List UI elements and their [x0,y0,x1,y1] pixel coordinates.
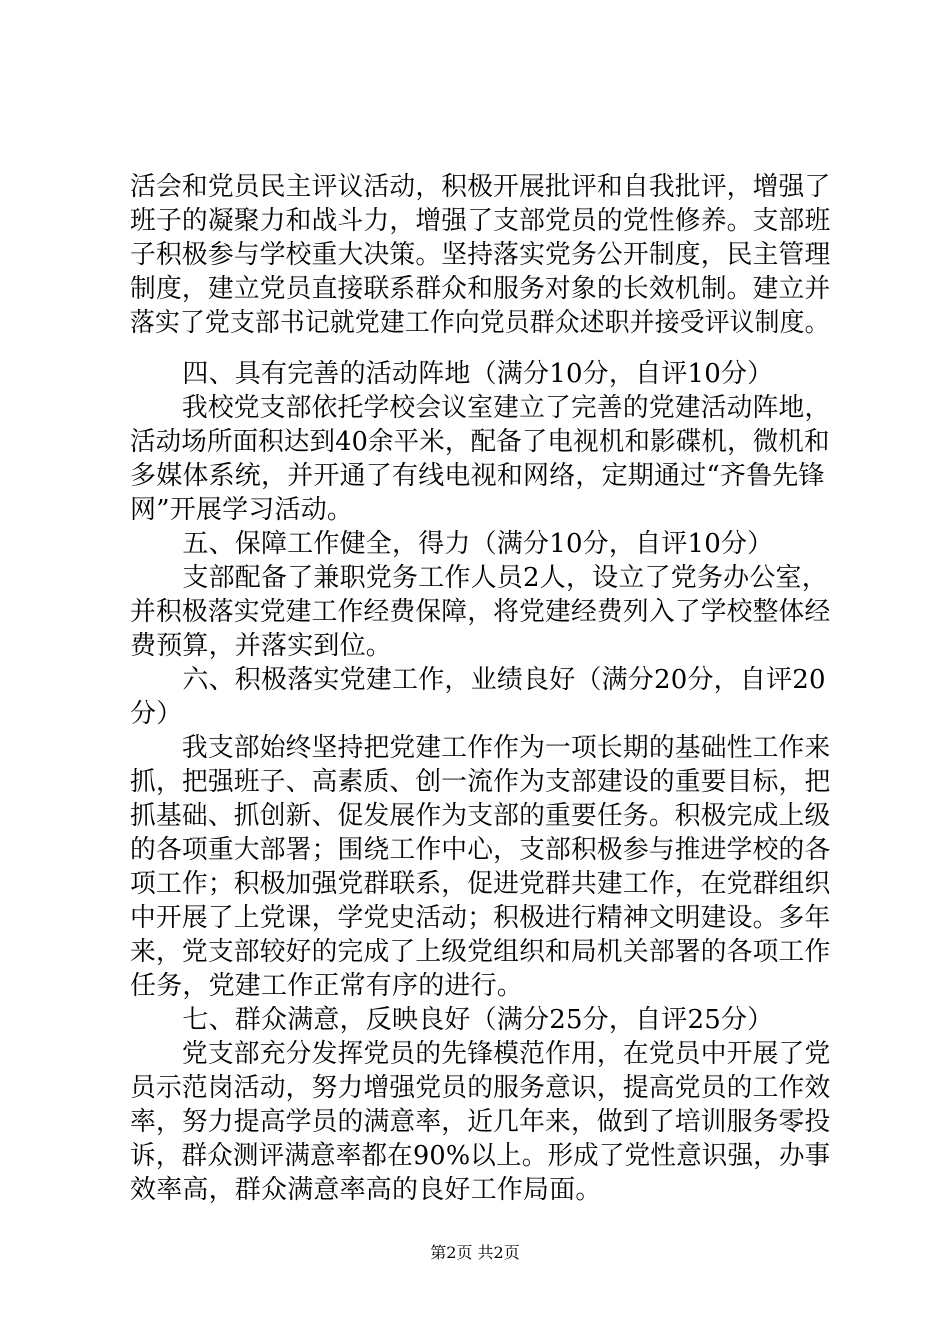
body-text-line: 效率高，群众满意率高的良好工作局面。 [130,1175,602,1205]
section-heading: 五、保障工作健全，得力（满分10分，自评10分） [130,529,774,559]
section-heading: 七、群众满意，反映良好（满分25分，自评25分） [130,1005,774,1035]
body-text-line: 班子的凝聚力和战斗力，增强了支部党员的党性修养。支部班 [130,206,831,236]
body-text-line: 并积极落实党建工作经费保障，将党建经费列入了学校整体经 [130,597,831,627]
section-heading: 分） [130,699,183,729]
body-text-line: 党支部充分发挥党员的先锋模范作用，在党员中开展了党 [130,1039,831,1069]
body-text-line: 多媒体系统，并开通了有线电视和网络，定期通过“齐鲁先锋 [130,461,825,491]
section-heading: 六、积极落实党建工作，业绩良好（满分20分，自评20 [130,665,826,695]
body-text-line: 员示范岗活动，努力增强党员的服务意识，提高党员的工作效 [130,1073,831,1103]
body-text-line: 项工作；积极加强党群联系，促进党群共建工作，在党群组织 [130,869,831,899]
body-text-line: 率，努力提高学员的满意率，近几年来，做到了培训服务零投 [130,1107,831,1137]
body-text-line: 子积极参与学校重大决策。坚持落实党务公开制度，民主管理 [130,240,831,270]
page-number-footer: 第2页 共2页 [430,1243,520,1262]
body-text-line: 我支部始终坚持把党建工作作为一项长期的基础性工作来 [130,733,831,763]
body-text-line: 抓，把强班子、高素质、创一流作为支部建设的重要目标，把 [130,767,831,797]
body-text-line: 诉，群众测评满意率都在90%以上。形成了党性意识强，办事 [130,1141,831,1171]
body-text-line: 网”开展学习活动。 [130,495,354,525]
body-text-line: 活动场所面积达到40余平米，配备了电视机和影碟机，微机和 [130,427,830,457]
body-text-line: 活会和党员民主评议活动，积极开展批评和自我批评，增强了 [130,172,831,202]
body-text-line: 制度，建立党员直接联系群众和服务对象的长效机制。建立并 [130,274,831,304]
section-heading: 四、具有完善的活动阵地（满分10分，自评10分） [130,359,774,389]
body-text-line: 我校党支部依托学校会议室建立了完善的党建活动阵地， [130,393,831,423]
body-text-line: 来，党支部较好的完成了上级党组织和局机关部署的各项工作 [130,937,831,967]
body-text-line: 支部配备了兼职党务工作人员2人，设立了党务办公室， [130,563,828,593]
body-text-line: 抓基础、抓创新、促发展作为支部的重要任务。积极完成上级 [130,801,831,831]
body-text-line: 的各项重大部署；围绕工作中心，支部积极参与推进学校的各 [130,835,831,865]
body-text-line: 落实了党支部书记就党建工作向党员群众述职并接受评议制度。 [130,308,830,338]
body-text-line: 中开展了上党课，学党史活动；积极进行精神文明建设。多年 [130,903,831,933]
body-text-line: 费预算，并落实到位。 [130,631,393,661]
body-text-line: 任务，党建工作正常有序的进行。 [130,971,524,1001]
